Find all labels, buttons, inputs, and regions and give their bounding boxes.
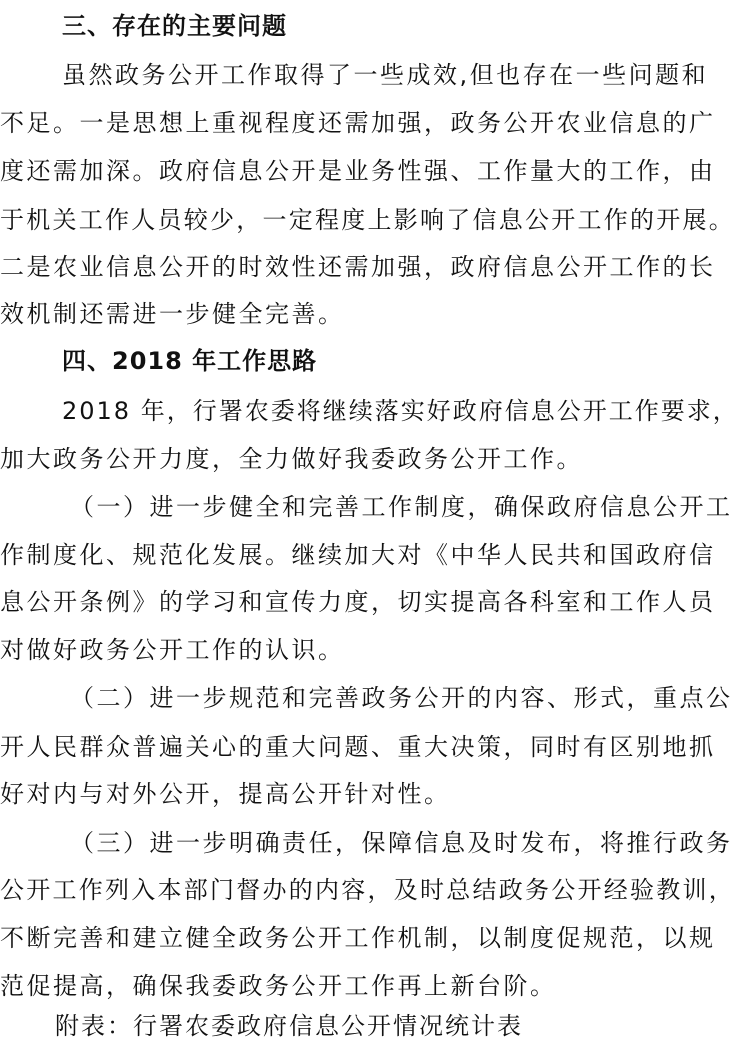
attachment-note: 附表：行署农委政府信息公开情况统计表 <box>55 1012 523 1040</box>
paragraph-line: 息公开条例》的学习和宣传力度，切实提高各科室和工作人员 <box>0 588 716 616</box>
paragraph-line: 公开工作列入本部门督办的内容，及时总结政务公开经验教训， <box>0 876 735 904</box>
section-heading-plan: 四、2018 年工作思路 <box>62 347 318 375</box>
paragraph-line: 范促提高，确保我委政务公开工作再上新台阶。 <box>0 972 557 1000</box>
paragraph-line: 作制度化、规范化发展。继续加大对《中华人民共和国政府信 <box>0 541 716 569</box>
paragraph-line: 好对内与对外公开，提高公开针对性。 <box>0 780 451 808</box>
section-heading-problems: 三、存在的主要问题 <box>62 12 287 40</box>
paragraph-line: 虽然政务公开工作取得了一些成效,但也存在一些问题和 <box>62 61 709 89</box>
paragraph-line: 开人民群众普遍关心的重大问题、重大决策，同时有区别地抓 <box>0 733 716 761</box>
paragraph-line: 不足。一是思想上重视程度还需加强，政务公开农业信息的广 <box>0 109 716 137</box>
paragraph-line: （二）进一步规范和完善政务公开的内容、形式，重点公 <box>70 684 733 712</box>
paragraph-line: （三）进一步明确责任，保障信息及时发布，将推行政务 <box>70 829 733 857</box>
paragraph-line: 度还需加深。政府信息公开是业务性强、工作量大的工作，由 <box>0 157 716 185</box>
paragraph-line: 2018 年，行署农委将继续落实好政府信息公开工作要求， <box>62 397 739 425</box>
paragraph-line: 效机制还需进一步健全完善。 <box>0 300 345 328</box>
paragraph-line: 对做好政务公开工作的认识。 <box>0 636 345 664</box>
paragraph-line: 于机关工作人员较少，一定程度上影响了信息公开工作的开展。 <box>0 206 735 234</box>
paragraph-line: 二是农业信息公开的时效性还需加强，政府信息公开工作的长 <box>0 253 716 281</box>
paragraph-line: 不断完善和建立健全政务公开工作机制，以制度促规范，以规 <box>0 924 716 952</box>
paragraph-line: 加大政务公开力度，全力做好我委政务公开工作。 <box>0 445 583 473</box>
paragraph-line: （一）进一步健全和完善工作制度，确保政府信息公开工 <box>70 493 733 521</box>
